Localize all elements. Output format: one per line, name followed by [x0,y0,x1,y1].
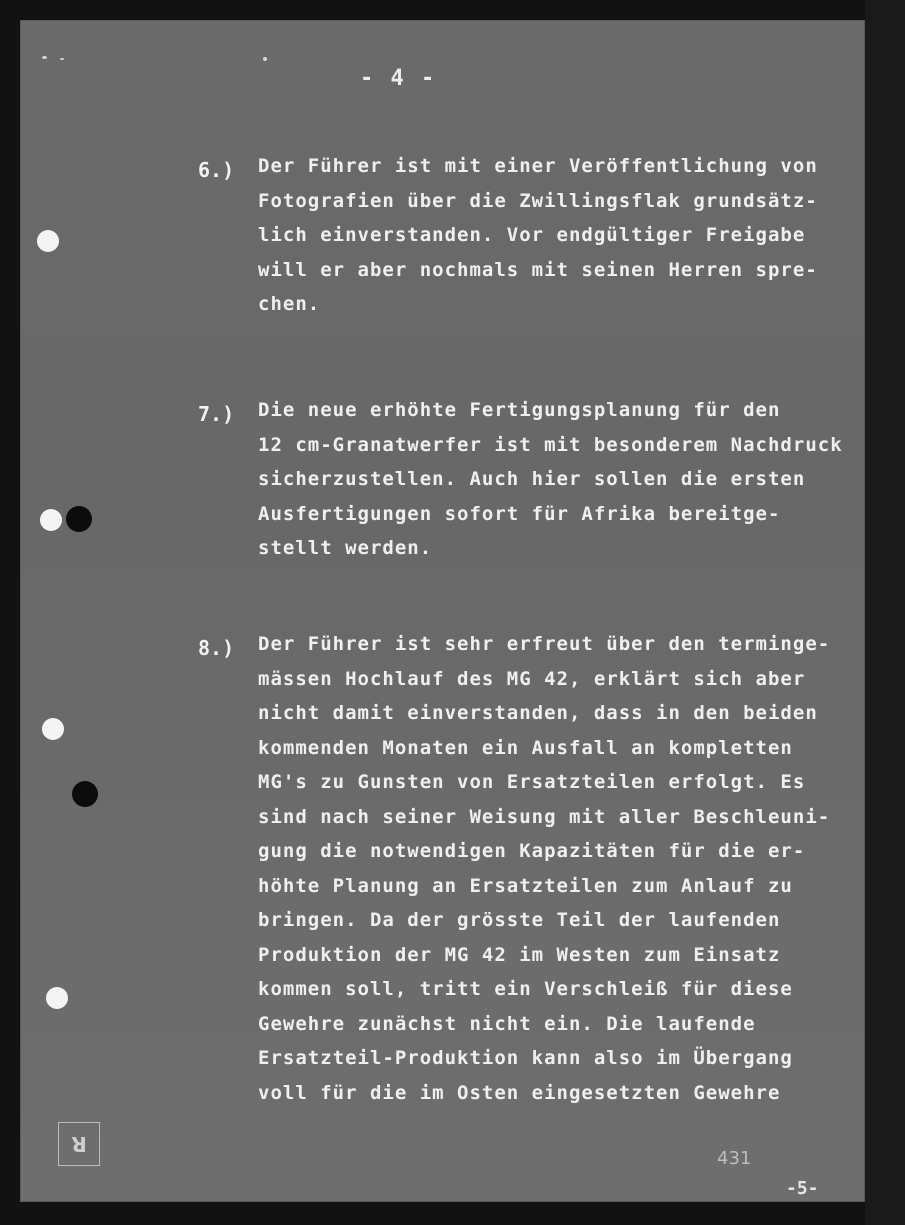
text-line: MG's zu Gunsten von Ersatzteilen erfolgt. Es [258,771,806,793]
text-line: Ausfertigungen sofort für Afrika bereitge- [258,502,781,525]
page-number: - 4 - [360,66,437,91]
next-page-indicator: -5- [786,1178,819,1199]
text-line: stellt werden. [258,537,433,559]
punch-hole [66,506,92,532]
text-line: lich einverstanden. Vor endgültiger Freigabe [258,224,806,246]
item-number: 6.) [198,158,235,182]
text-line: will er aber nochmals mit seinen Herren spre- [258,258,818,281]
dust-speck [42,56,47,59]
text-line: kommenden Monaten ein Ausfall an kompletten [258,736,793,759]
punch-hole [42,718,64,740]
punch-hole [46,987,68,1009]
dust-speck [263,57,267,61]
paragraph-item-7 [258,393,863,566]
text-line: chen. [258,293,321,315]
punch-hole [72,781,98,807]
text-line: 12 cm-Granatwerfer ist mit besonderem Nachdruck [258,433,843,456]
item-number: 7.) [198,402,235,426]
text-line: höhte Planung an Ersatzteilen zum Anlauf zu [258,874,793,897]
archive-stamp: R [58,1122,100,1166]
text-line: Der Führer ist mit einer Veröffentlichung von [258,155,818,177]
text-line: Die neue erhöhte Fertigungsplanung für den [258,399,781,421]
text-line: gung die notwendigen Kapazitäten für die er- [258,840,806,862]
text-line: voll für die im Osten eingesetzten Gewehre [258,1081,781,1104]
text-line: sind nach seiner Weisung mit aller Beschleuni- [258,805,831,828]
paragraph-item-8 [258,627,863,1110]
paragraph-item-6 [258,149,863,322]
punch-hole [37,230,59,252]
text-line: Produktion der MG 42 im Westen zum Einsatz [258,943,781,966]
text-line: kommen soll, tritt ein Verschleiß für diese [258,978,793,1000]
item-number: 8.) [198,636,235,660]
text-line: Der Führer ist sehr erfreut über den terminge- [258,633,831,655]
text-line: sicherzustellen. Auch hier sollen die ersten [258,468,806,490]
text-line: mässen Hochlauf des MG 42, erklärt sich aber [258,667,806,690]
archive-number: 431 [717,1148,752,1169]
dust-speck [60,58,64,60]
text-line: Ersatzteil-Produktion kann also im Übergang [258,1047,793,1069]
scanner-background [865,0,905,1225]
text-line: nicht damit einverstanden, dass in den beiden [258,702,818,724]
text-line: Fotografien über die Zwillingsflak grundsätz- [258,189,818,212]
text-line: Gewehre zunächst nicht ein. Die laufende [258,1012,756,1035]
punch-hole [40,509,62,531]
text-line: bringen. Da der grösste Teil der laufenden [258,909,781,931]
